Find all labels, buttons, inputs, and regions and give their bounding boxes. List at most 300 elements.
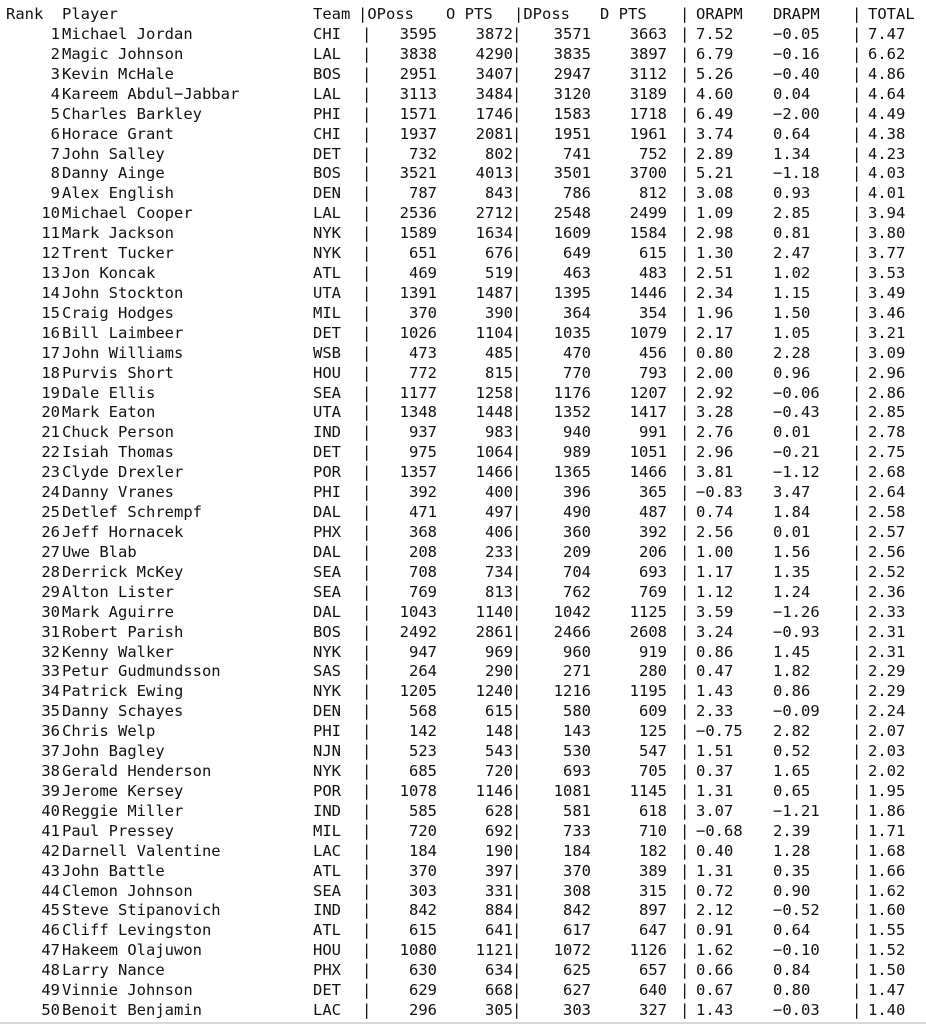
drapm-cell: 1.15 <box>773 283 811 302</box>
rank-cell: 41 <box>41 821 60 840</box>
player-cell: Mark Eaton <box>62 403 156 422</box>
oposs-cell: 2951 <box>399 64 437 83</box>
dpts-cell: 812 <box>639 184 667 203</box>
column-separator: | <box>512 981 522 1000</box>
total-cell: 1.66 <box>868 861 906 880</box>
orapm-cell: 5.26 <box>696 64 734 83</box>
total-cell: 1.47 <box>868 981 906 1000</box>
dpts-cell: 327 <box>639 1001 667 1020</box>
column-separator: | <box>512 1001 522 1020</box>
dpts-cell: 693 <box>639 562 667 581</box>
total-cell: 3.77 <box>868 244 906 263</box>
opts-cell: 1448 <box>475 403 513 422</box>
orapm-cell: 1.09 <box>696 204 734 223</box>
team-cell: NYK <box>313 682 341 701</box>
column-separator: | <box>852 244 862 263</box>
oposs-cell: 3113 <box>399 84 437 103</box>
opts-cell: 969 <box>485 642 513 661</box>
team-cell: DAL <box>313 503 341 522</box>
dpts-cell: 1126 <box>629 941 667 960</box>
table-row <box>0 144 926 164</box>
orapm-cell: 6.79 <box>696 44 734 63</box>
column-separator: | <box>852 84 862 103</box>
dpts-cell: 3663 <box>629 25 667 43</box>
rank-cell: 12 <box>41 244 60 263</box>
opts-cell: 983 <box>485 423 513 442</box>
column-separator: | <box>512 363 522 382</box>
dposs-cell: 364 <box>563 303 591 322</box>
oposs-cell: 469 <box>409 264 437 283</box>
column-separator: | <box>852 562 862 581</box>
dpts-cell: 991 <box>639 423 667 442</box>
team-cell: UTA <box>313 283 341 302</box>
drapm-cell: 2.39 <box>773 821 811 840</box>
dposs-cell: 770 <box>563 363 591 382</box>
rank-header: Rank <box>6 5 44 23</box>
team-cell: BOS <box>313 164 341 183</box>
column-separator: | <box>852 503 862 522</box>
dposs-cell: 1216 <box>553 682 591 701</box>
column-separator: | <box>680 244 690 263</box>
opts-cell: 641 <box>485 921 513 940</box>
opts-cell: 397 <box>485 861 513 880</box>
column-separator: | <box>512 901 522 920</box>
player-header: Player <box>62 5 118 23</box>
column-separator: | <box>680 582 690 601</box>
orapm-cell: 0.40 <box>696 841 734 860</box>
total-cell: 2.03 <box>868 742 906 761</box>
opts-cell: 406 <box>485 523 513 541</box>
drapm-cell: 1.82 <box>773 662 811 681</box>
team-header: Team <box>313 5 351 23</box>
oposs-cell: 842 <box>409 901 437 920</box>
total-cell: 1.68 <box>868 841 906 860</box>
orapm-cell: −0.68 <box>696 821 743 840</box>
column-separator: | <box>852 25 862 43</box>
table-row <box>0 721 926 741</box>
table-row <box>0 960 926 980</box>
player-cell: Danny Vranes <box>62 483 174 502</box>
dposs-cell: 1352 <box>553 403 591 422</box>
oposs-cell: 629 <box>409 981 437 1000</box>
total-cell: 4.64 <box>868 84 906 103</box>
dposs-cell: 360 <box>563 523 591 541</box>
total-cell: 3.09 <box>868 343 906 362</box>
oposs-cell: 370 <box>409 303 437 322</box>
column-separator: | <box>680 941 690 960</box>
column-separator: | <box>512 283 522 302</box>
team-cell: HOU <box>313 941 341 960</box>
player-cell: Mark Jackson <box>62 224 174 243</box>
drapm-cell: 0.80 <box>773 981 811 1000</box>
table-row <box>0 681 926 701</box>
total-cell: 2.96 <box>868 363 906 382</box>
table-row <box>0 183 926 203</box>
drapm-cell: 1.50 <box>773 303 811 322</box>
total-cell: 2.86 <box>868 383 906 402</box>
drapm-cell: −1.26 <box>773 602 820 621</box>
dpts-cell: 1145 <box>629 781 667 800</box>
column-separator: | <box>680 981 690 1000</box>
team-cell: IND <box>313 801 341 820</box>
column-separator: | <box>852 762 862 781</box>
column-separator: | <box>362 224 372 243</box>
dpts-cell: 897 <box>639 901 667 920</box>
header-separator: | <box>680 5 690 23</box>
table-row <box>0 203 926 223</box>
total-cell: 1.95 <box>868 781 906 800</box>
column-separator: | <box>512 702 522 721</box>
opts-cell: 1146 <box>475 781 513 800</box>
column-separator: | <box>362 801 372 820</box>
column-separator: | <box>512 104 522 123</box>
column-separator: | <box>362 722 372 741</box>
dpts-cell: 1584 <box>629 224 667 243</box>
dpts-cell: 365 <box>639 483 667 502</box>
team-cell: NYK <box>313 642 341 661</box>
total-cell: 2.07 <box>868 722 906 741</box>
rank-cell: 39 <box>41 781 60 800</box>
drapm-cell: 0.01 <box>773 523 811 541</box>
column-separator: | <box>512 144 522 163</box>
dposs-cell: 940 <box>563 423 591 442</box>
column-separator: | <box>362 702 372 721</box>
dpts-cell: 3189 <box>629 84 667 103</box>
team-cell: PHX <box>313 961 341 980</box>
column-separator: | <box>362 941 372 960</box>
rank-cell: 2 <box>50 44 60 63</box>
rank-cell: 15 <box>41 303 60 322</box>
team-cell: WSB <box>313 343 341 362</box>
table-row <box>0 64 926 84</box>
player-cell: Charles Barkley <box>62 104 202 123</box>
dposs-cell: 627 <box>563 981 591 1000</box>
column-separator: | <box>362 264 372 283</box>
column-separator: | <box>852 702 862 721</box>
orapm-cell: 2.89 <box>696 144 734 163</box>
total-cell: 4.86 <box>868 64 906 83</box>
dposs-cell: 2947 <box>553 64 591 83</box>
column-separator: | <box>362 403 372 422</box>
drapm-cell: 1.24 <box>773 582 811 601</box>
dpts-cell: 1051 <box>629 443 667 462</box>
table-row <box>0 482 926 502</box>
opts-cell: 4290 <box>475 44 513 63</box>
total-cell: 2.02 <box>868 762 906 781</box>
rank-cell: 47 <box>41 941 60 960</box>
player-cell: Benoit Benjamin <box>62 1001 202 1020</box>
column-separator: | <box>852 801 862 820</box>
rank-cell: 31 <box>41 622 60 641</box>
team-cell: LAL <box>313 204 341 223</box>
total-cell: 2.33 <box>868 602 906 621</box>
column-separator: | <box>852 861 862 880</box>
dpts-cell: 1466 <box>629 463 667 482</box>
dpts-cell: 182 <box>639 841 667 860</box>
column-separator: | <box>512 542 522 561</box>
column-separator: | <box>680 423 690 442</box>
table-row <box>0 24 926 44</box>
opts-cell: 815 <box>485 363 513 382</box>
opts-cell: 190 <box>485 841 513 860</box>
rank-cell: 11 <box>41 224 60 243</box>
player-cell: Jon Koncak <box>62 264 156 283</box>
oposs-cell: 1391 <box>399 283 437 302</box>
column-separator: | <box>680 343 690 362</box>
column-separator: | <box>852 523 862 541</box>
column-separator: | <box>852 921 862 940</box>
column-separator: | <box>512 961 522 980</box>
total-cell: 2.36 <box>868 582 906 601</box>
column-separator: | <box>680 44 690 63</box>
total-cell: 2.57 <box>868 523 906 541</box>
oposs-cell: 3595 <box>399 25 437 43</box>
column-separator: | <box>680 1001 690 1020</box>
drapm-cell: 0.86 <box>773 682 811 701</box>
orapm-header: ORAPM <box>696 5 743 23</box>
player-cell: Horace Grant <box>62 124 174 143</box>
column-separator: | <box>362 582 372 601</box>
oposs-cell: 1043 <box>399 602 437 621</box>
total-cell: 3.94 <box>868 204 906 223</box>
rank-cell: 40 <box>41 801 60 820</box>
drapm-cell: −0.21 <box>773 443 820 462</box>
drapm-cell: −0.43 <box>773 403 820 422</box>
team-cell: CHI <box>313 25 341 43</box>
table-row <box>0 323 926 343</box>
team-cell: POR <box>313 463 341 482</box>
drapm-cell: −0.16 <box>773 44 820 63</box>
column-separator: | <box>362 781 372 800</box>
column-separator: | <box>680 901 690 920</box>
orapm-cell: 2.51 <box>696 264 734 283</box>
opts-cell: 543 <box>485 742 513 761</box>
opts-cell: 3872 <box>475 25 513 43</box>
oposs-cell: 787 <box>409 184 437 203</box>
rank-cell: 28 <box>41 562 60 581</box>
column-separator: | <box>680 961 690 980</box>
column-separator: | <box>512 164 522 183</box>
column-separator: | <box>512 562 522 581</box>
column-separator: | <box>512 343 522 362</box>
drapm-cell: −0.40 <box>773 64 820 83</box>
column-separator: | <box>680 642 690 661</box>
dposs-cell: 581 <box>563 801 591 820</box>
team-cell: DET <box>313 323 341 342</box>
column-separator: | <box>512 124 522 143</box>
oposs-cell: 303 <box>409 881 437 900</box>
total-cell: 1.52 <box>868 941 906 960</box>
orapm-cell: 3.08 <box>696 184 734 203</box>
table-row <box>0 462 926 482</box>
dposs-cell: 1072 <box>553 941 591 960</box>
rank-cell: 19 <box>41 383 60 402</box>
oposs-cell: 772 <box>409 363 437 382</box>
total-cell: 6.62 <box>868 44 906 63</box>
dposs-cell: 370 <box>563 861 591 880</box>
column-separator: | <box>852 682 862 701</box>
oposs-cell: 523 <box>409 742 437 761</box>
table-row <box>0 104 926 124</box>
dposs-cell: 303 <box>563 1001 591 1020</box>
player-cell: Bill Laimbeer <box>62 323 184 342</box>
dpts-cell: 3897 <box>629 44 667 63</box>
header-row <box>0 4 926 24</box>
dposs-cell: 649 <box>563 244 591 263</box>
oposs-cell: 1589 <box>399 224 437 243</box>
orapm-cell: 1.31 <box>696 861 734 880</box>
column-separator: | <box>680 25 690 43</box>
oposs-cell: 296 <box>409 1001 437 1020</box>
column-separator: | <box>852 224 862 243</box>
column-separator: | <box>680 662 690 681</box>
oposs-cell: 208 <box>409 542 437 561</box>
dpts-cell: 206 <box>639 542 667 561</box>
total-cell: 3.49 <box>868 283 906 302</box>
dpts-cell: 752 <box>639 144 667 163</box>
total-cell: 2.64 <box>868 483 906 502</box>
dposs-cell: 463 <box>563 264 591 283</box>
orapm-cell: 3.24 <box>696 622 734 641</box>
dpts-cell: 280 <box>639 662 667 681</box>
column-separator: | <box>680 264 690 283</box>
column-separator: | <box>852 403 862 422</box>
column-separator: | <box>852 363 862 382</box>
column-separator: | <box>512 682 522 701</box>
dpts-cell: 618 <box>639 801 667 820</box>
dposs-cell: 470 <box>563 343 591 362</box>
total-cell: 2.78 <box>868 423 906 442</box>
rank-cell: 44 <box>41 881 60 900</box>
drapm-cell: −0.05 <box>773 25 820 43</box>
column-separator: | <box>680 283 690 302</box>
team-cell: PHI <box>313 104 341 123</box>
dposs-cell: 3571 <box>553 25 591 43</box>
table-row <box>0 223 926 243</box>
dposs-cell: 184 <box>563 841 591 860</box>
drapm-cell: 0.90 <box>773 881 811 900</box>
dpts-cell: 483 <box>639 264 667 283</box>
player-cell: Alex English <box>62 184 174 203</box>
opts-cell: 1746 <box>475 104 513 123</box>
column-separator: | <box>362 662 372 681</box>
oposs-cell: 471 <box>409 503 437 522</box>
orapm-cell: 1.43 <box>696 1001 734 1020</box>
column-separator: | <box>680 164 690 183</box>
drapm-cell: 0.81 <box>773 224 811 243</box>
dposs-cell: 530 <box>563 742 591 761</box>
orapm-cell: 7.52 <box>696 25 734 43</box>
column-separator: | <box>362 881 372 900</box>
team-cell: LAC <box>313 1001 341 1020</box>
column-separator: | <box>852 901 862 920</box>
dposs-cell: 271 <box>563 662 591 681</box>
player-cell: Derrick McKey <box>62 562 184 581</box>
team-cell: BOS <box>313 622 341 641</box>
column-separator: | <box>852 1001 862 1020</box>
column-separator: | <box>680 861 690 880</box>
team-cell: DEN <box>313 184 341 203</box>
oposs-cell: 947 <box>409 642 437 661</box>
dpts-cell: 1718 <box>629 104 667 123</box>
team-cell: DET <box>313 144 341 163</box>
player-cell: Kevin McHale <box>62 64 174 83</box>
team-cell: IND <box>313 423 341 442</box>
dpts-cell: 1195 <box>629 682 667 701</box>
column-separator: | <box>362 244 372 263</box>
player-cell: Clemon Johnson <box>62 881 193 900</box>
team-cell: DET <box>313 981 341 1000</box>
table-row <box>0 1000 926 1020</box>
column-separator: | <box>680 562 690 581</box>
column-separator: | <box>362 64 372 83</box>
column-separator: | <box>852 204 862 223</box>
oposs-cell: 184 <box>409 841 437 860</box>
dposs-cell: 490 <box>563 503 591 522</box>
dposs-cell: 3501 <box>553 164 591 183</box>
total-cell: 4.23 <box>868 144 906 163</box>
total-cell: 2.52 <box>868 562 906 581</box>
column-separator: | <box>852 144 862 163</box>
header-separator: | <box>852 5 862 23</box>
team-cell: PHI <box>313 483 341 502</box>
opts-cell: 485 <box>485 343 513 362</box>
opts-cell: 628 <box>485 801 513 820</box>
drapm-cell: 1.05 <box>773 323 811 342</box>
column-separator: | <box>680 224 690 243</box>
column-separator: | <box>852 622 862 641</box>
table-row <box>0 502 926 522</box>
oposs-cell: 1205 <box>399 682 437 701</box>
column-separator: | <box>852 542 862 561</box>
total-cell: 4.03 <box>868 164 906 183</box>
column-separator: | <box>362 184 372 203</box>
dposs-cell: 308 <box>563 881 591 900</box>
table-row <box>0 940 926 960</box>
opts-cell: 233 <box>485 542 513 561</box>
opts-cell: 802 <box>485 144 513 163</box>
column-separator: | <box>852 961 862 980</box>
total-cell: 3.21 <box>868 323 906 342</box>
dpts-cell: 3700 <box>629 164 667 183</box>
dpts-cell: 615 <box>639 244 667 263</box>
player-cell: Vinnie Johnson <box>62 981 193 1000</box>
column-separator: | <box>362 363 372 382</box>
table-row <box>0 980 926 1000</box>
rank-cell: 30 <box>41 602 60 621</box>
dpts-cell: 125 <box>639 722 667 741</box>
drapm-cell: 2.82 <box>773 722 811 741</box>
dposs-cell: 1365 <box>553 463 591 482</box>
player-cell: John Salley <box>62 144 165 163</box>
team-cell: LAC <box>313 841 341 860</box>
player-cell: Patrick Ewing <box>62 682 184 701</box>
column-separator: | <box>680 881 690 900</box>
opts-cell: 2861 <box>475 622 513 641</box>
dposs-cell: 762 <box>563 582 591 601</box>
orapm-cell: 1.30 <box>696 244 734 263</box>
opts-cell: 1121 <box>475 941 513 960</box>
player-cell: Danny Ainge <box>62 164 165 183</box>
player-cell: John Stockton <box>62 283 184 302</box>
total-cell: 2.58 <box>868 503 906 522</box>
rank-cell: 36 <box>41 722 60 741</box>
team-cell: SEA <box>313 582 341 601</box>
orapm-cell: 3.59 <box>696 602 734 621</box>
rank-cell: 27 <box>41 542 60 561</box>
player-cell: Petur Gudmundsson <box>62 662 221 681</box>
team-cell: PHX <box>313 523 341 541</box>
